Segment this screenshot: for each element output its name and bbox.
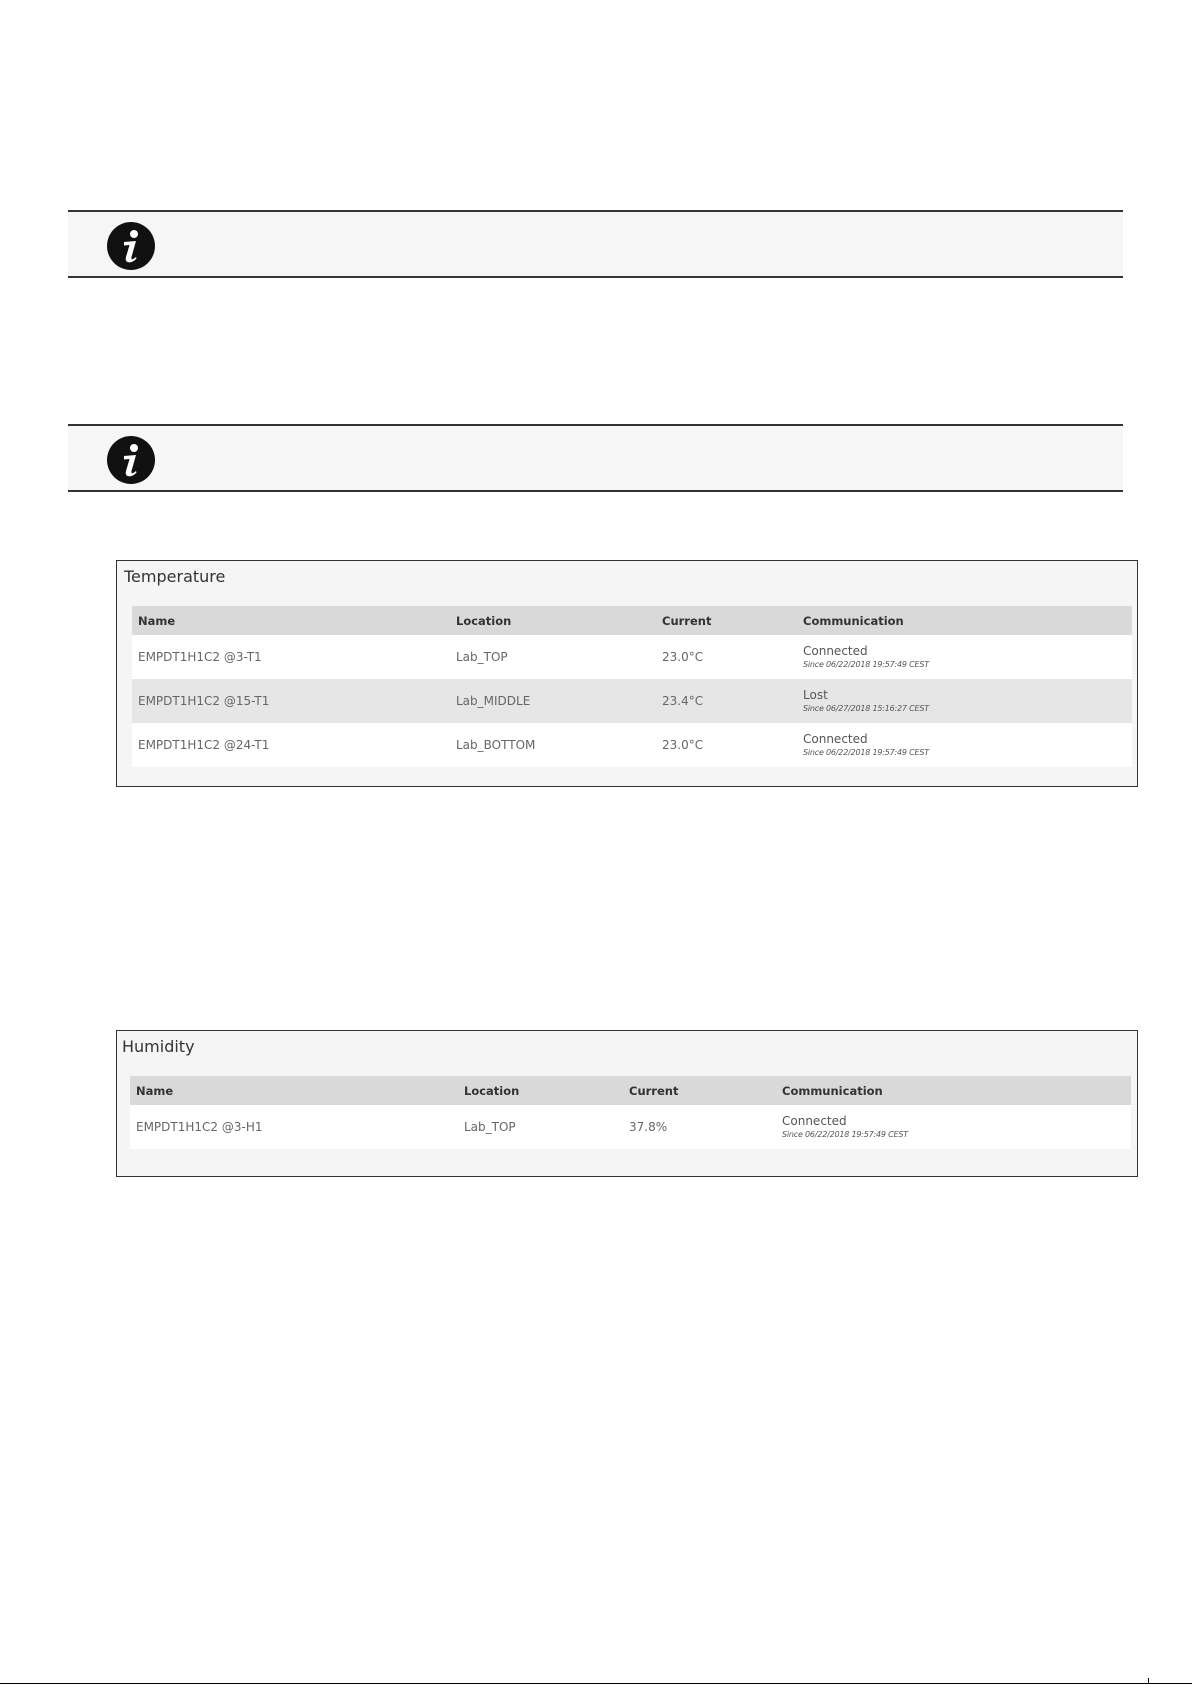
communication-status: Lost [803, 688, 828, 702]
column-header-current[interactable]: Current [656, 606, 797, 635]
communication-since: Since 06/27/2018 15:16:27 CEST [803, 704, 929, 713]
communication-since: Since 06/22/2018 19:57:49 CEST [782, 1130, 908, 1139]
sensor-location: Lab_MIDDLE [450, 679, 656, 723]
info-icon [107, 222, 155, 270]
table-row[interactable] [132, 635, 1132, 679]
column-header-location[interactable]: Location [450, 606, 656, 635]
column-header-communication[interactable]: Communication [797, 606, 1132, 635]
sensor-name: EMPDT1H1C2 @15-T1 [132, 679, 450, 723]
column-header-name[interactable]: Name [132, 606, 450, 635]
humidity-table [130, 1076, 1131, 1149]
temperature-table [132, 606, 1132, 767]
communication-since: Since 06/22/2018 19:57:49 CEST [803, 660, 929, 669]
sensor-current: 23.0°C [656, 723, 797, 767]
sensor-location: Lab_TOP [450, 635, 656, 679]
table-header-row [130, 1076, 1131, 1105]
temperature-panel [116, 560, 1138, 787]
table-row[interactable] [132, 679, 1132, 723]
humidity-panel [116, 1030, 1138, 1177]
sensor-name: EMPDT1H1C2 @24-T1 [132, 723, 450, 767]
sensor-communication [797, 679, 1132, 723]
panel-title: Humidity [122, 1037, 195, 1056]
info-icon [107, 436, 155, 484]
sensor-current: 37.8% [623, 1105, 776, 1149]
table-row[interactable] [130, 1105, 1131, 1149]
communication-since: Since 06/22/2018 19:57:49 CEST [803, 748, 929, 757]
table-header-row [132, 606, 1132, 635]
footer-divider [0, 1683, 1192, 1684]
sensor-current: 23.4°C [656, 679, 797, 723]
sensor-current: 23.0°C [656, 635, 797, 679]
sensor-name: EMPDT1H1C2 @3-H1 [130, 1105, 458, 1149]
column-header-communication[interactable]: Communication [776, 1076, 1131, 1105]
sensor-communication [797, 635, 1132, 679]
sensor-location: Lab_TOP [458, 1105, 623, 1149]
column-header-current[interactable]: Current [623, 1076, 776, 1105]
sensor-name: EMPDT1H1C2 @3-T1 [132, 635, 450, 679]
column-header-name[interactable]: Name [130, 1076, 458, 1105]
note-box [68, 424, 1123, 492]
sensor-communication [776, 1105, 1131, 1149]
note-box [68, 210, 1123, 278]
table-row[interactable] [132, 723, 1132, 767]
sensor-communication [797, 723, 1132, 767]
footer-tick [1148, 1678, 1149, 1684]
communication-status: Connected [803, 644, 868, 658]
communication-status: Connected [782, 1114, 847, 1128]
panel-title: Temperature [124, 567, 226, 586]
sensor-location: Lab_BOTTOM [450, 723, 656, 767]
column-header-location[interactable]: Location [458, 1076, 623, 1105]
communication-status: Connected [803, 732, 868, 746]
